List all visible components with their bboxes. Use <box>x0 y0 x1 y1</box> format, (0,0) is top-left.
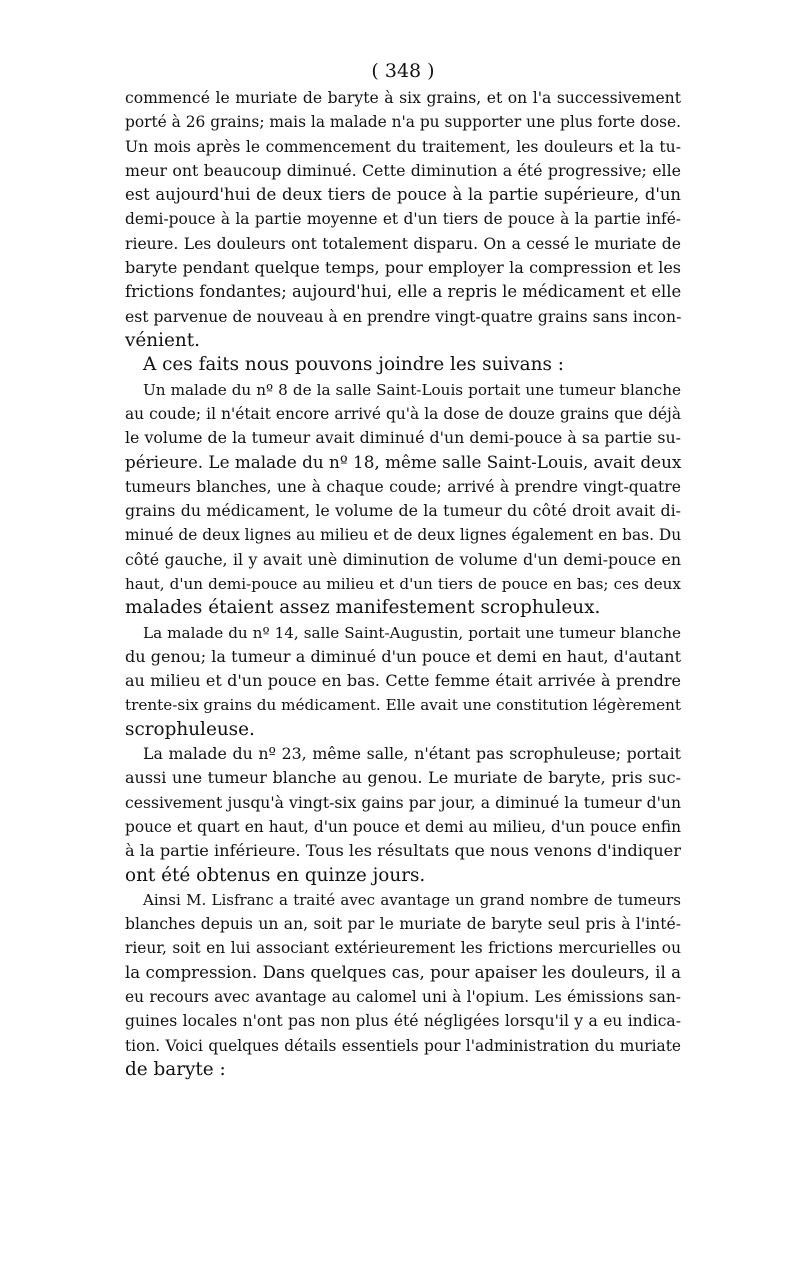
text-line: du genou; la tumeur a diminué d'un pouce et demi en haut, d'autant <box>125 646 681 666</box>
text-line: à la partie inférieure. Tous les résultats que nous venons d'indiquer <box>125 841 681 861</box>
text-line: frictions fondantes; aujourd'hui, elle a repris le médicament et elle <box>125 282 682 302</box>
text-line: Un mois après le commencement du traitement, les douleurs et la tu- <box>125 137 681 156</box>
text-line: au milieu et d'un pouce en bas. Cette femme était arrivée à prendre <box>125 671 681 691</box>
text-line: au coude; il n'était encore arrivé qu'à la dose de douze grains que déjà <box>125 404 681 423</box>
text-line: Ainsi M. Lisfranc a traité avec avantage un grand nombre de tumeurs <box>143 890 681 909</box>
book-page <box>125 58 681 1082</box>
text-line: aussi une tumeur blanche au genou. Le muriate de baryte, pris suc- <box>125 768 681 788</box>
text-line: La malade du nº 23, même salle, n'étant pas scrophuleuse; portait <box>143 744 681 764</box>
text-line: A ces faits nous pouvons joindre les suivans : <box>143 354 564 376</box>
text-line: guines locales n'ont pas non plus été négligées lorsqu'il y a eu indica- <box>125 1012 681 1031</box>
text-line: est aujourd'hui de deux tiers de pouce à la partie supérieure, d'un <box>125 185 681 205</box>
text-line: est parvenue de nouveau à en prendre vingt-quatre grains sans incon- <box>125 307 682 326</box>
text-line: de baryte : <box>125 1058 226 1080</box>
paragraph <box>125 742 681 888</box>
text-line: vénient. <box>125 329 200 351</box>
paragraph <box>125 621 681 742</box>
text-line: grains du médicament, le volume de la tumeur du côté droit avait di- <box>125 501 681 521</box>
text-line: tion. Voici quelques détails essentiels pour l'administration du muriate <box>125 1036 681 1055</box>
text-line: haut, d'un demi-pouce au milieu et d'un tiers de pouce en bas; ces deux <box>125 574 681 593</box>
paragraph <box>125 353 681 377</box>
text-line: meur ont beaucoup diminué. Cette diminution a été progressive; elle <box>125 160 681 180</box>
page-number: ( 348 ) <box>371 60 435 82</box>
text-line: tumeurs blanches, une à chaque coude; arrivé à prendre vingt-quatre <box>125 477 681 496</box>
text-line: demi-pouce à la partie moyenne et d'un tiers de pouce à la partie infé- <box>125 210 681 229</box>
text-line: le volume de la tumeur avait diminué d'un demi-pouce à sa partie su- <box>125 428 681 448</box>
text-line: côté gauche, il y avait unè diminution de volume d'un demi-pouce en <box>125 549 681 569</box>
text-line: scrophuleuse. <box>125 718 255 740</box>
text-line: blanches depuis un an, soit par le muriate de baryte seul pris à l'inté- <box>125 915 681 934</box>
paragraph <box>125 888 681 1082</box>
text-line: rieur, soit en lui associant extérieurement les frictions mercurielles ou <box>125 939 681 958</box>
text-line: malades étaient assez manifestement scrophuleux. <box>125 597 601 619</box>
text-line: cessivement jusqu'à vingt-six gains par jour, a diminué la tumeur d'un <box>125 793 681 812</box>
text-line: baryte pendant quelque temps, pour employer la compression et les <box>125 258 681 278</box>
text-line: trente-six grains du médicament. Elle avait une constitution légèrement <box>125 696 681 715</box>
text-line: commencé le muriate de baryte à six grains, et on l'a successivement <box>125 89 681 107</box>
text-line: périeure. Le malade du nº 18, même salle Saint-Louis, avait deux <box>125 452 682 473</box>
text-line: ont été obtenus en quinze jours. <box>125 864 426 886</box>
text-line: eu recours avec avantage au calomel uni à l'opium. Les émissions san- <box>125 987 681 1006</box>
text-line: la compression. Dans quelques cas, pour apaiser les douleurs, il a <box>125 962 681 982</box>
text-line: pouce et quart en haut, d'un pouce et demi au milieu, d'un pouce enfin <box>125 817 681 836</box>
paragraph <box>125 86 681 353</box>
paragraph <box>125 378 681 621</box>
text-line: La malade du nº 14, salle Saint-Augustin, portait une tumeur blanche <box>143 623 681 642</box>
text-body <box>125 86 681 1082</box>
text-line: rieure. Les douleurs ont totalement disparu. On a cessé le muriate de <box>125 234 681 253</box>
text-line: minué de deux lignes au milieu et de deux lignes également en bas. Du <box>125 526 682 545</box>
text-line: Un malade du nº 8 de la salle Saint-Louis portait une tumeur blanche <box>143 380 681 399</box>
text-line: porté à 26 grains; mais la malade n'a pu supporter une plus forte dose. <box>125 113 681 132</box>
